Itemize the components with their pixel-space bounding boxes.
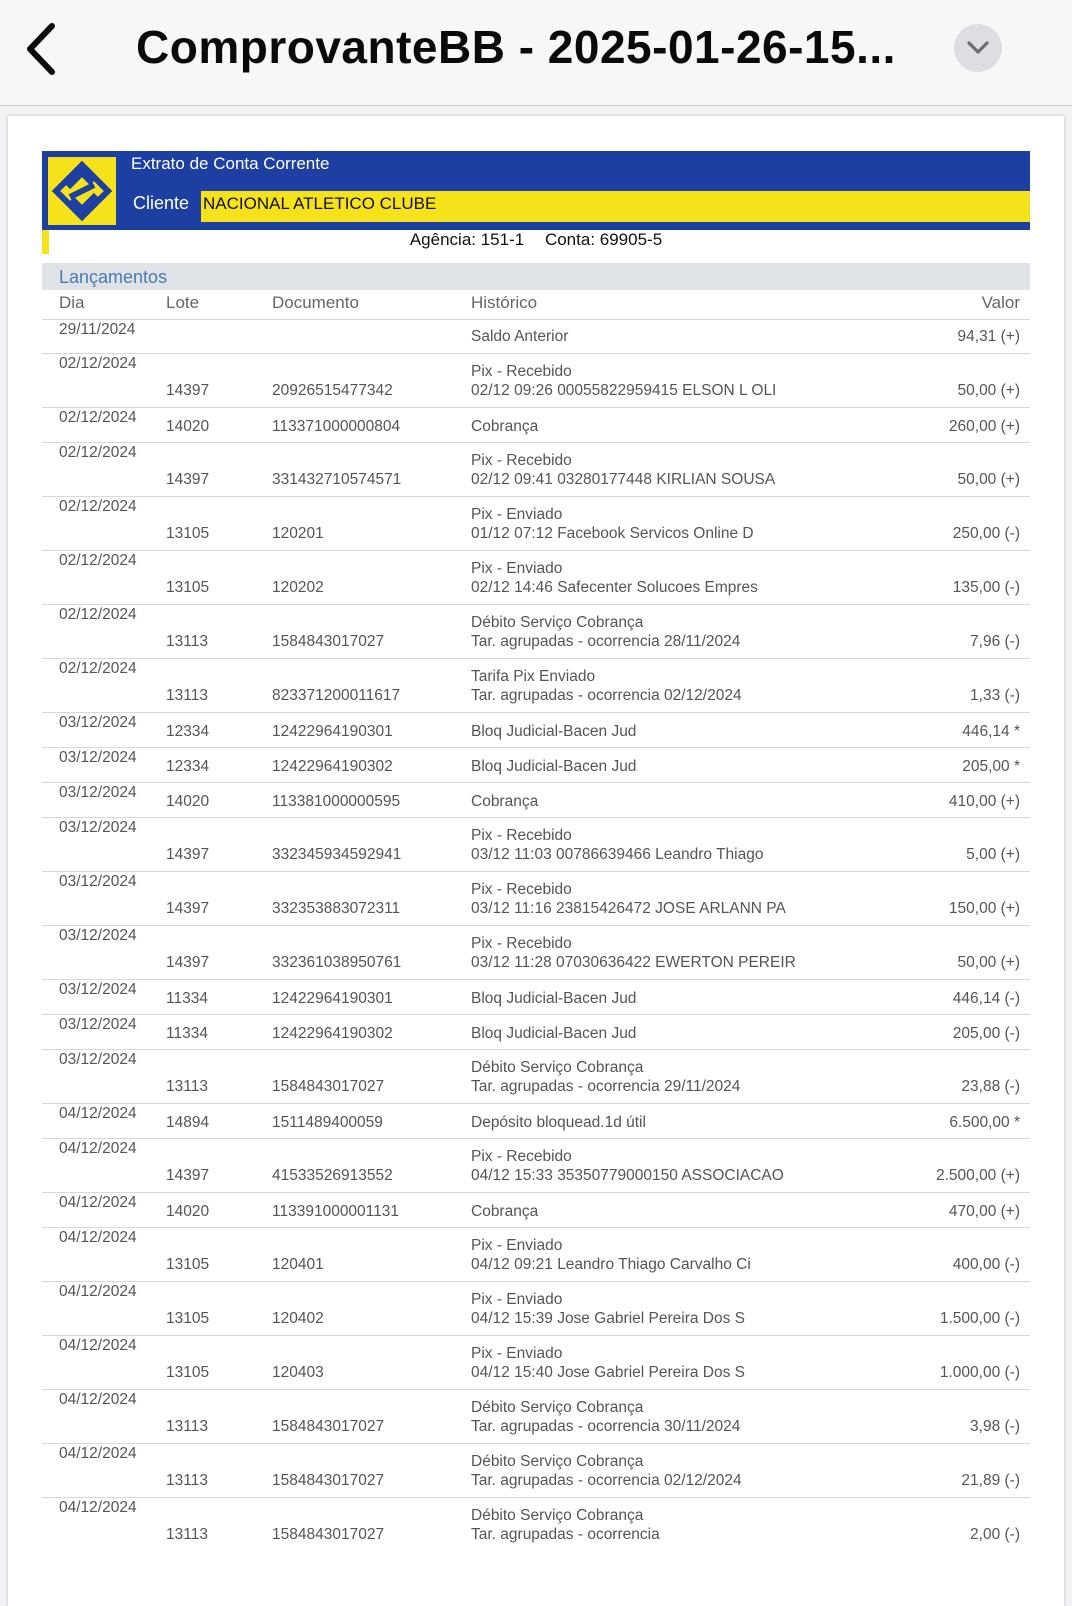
- table-row: [42, 658, 1030, 712]
- table-row: [42, 1192, 1030, 1227]
- history-cell: Bloq Judicial-Bacen Jud: [471, 723, 637, 740]
- table-row: [42, 782, 1030, 817]
- section-header: [42, 263, 1030, 290]
- document-cell: 1584843017027: [272, 1078, 385, 1095]
- document-cell: 113391000001131: [272, 1203, 400, 1220]
- lote-cell: 13105: [166, 1310, 210, 1327]
- date-cell: 03/12/2024: [59, 1016, 137, 1033]
- value-cell: 2,00 (-): [970, 1526, 1020, 1543]
- value-cell: 1.000,00 (-): [939, 1364, 1020, 1381]
- history-cell: Tar. agrupadas - ocorrencia: [471, 1526, 660, 1543]
- lote-cell: 13105: [166, 579, 210, 596]
- document-cell: 120402: [272, 1310, 324, 1327]
- document-cell: 332353883072311: [272, 900, 401, 917]
- lote-cell: 13113: [166, 633, 208, 650]
- document-cell: 1584843017027: [272, 633, 385, 650]
- chevron-left-icon: [20, 22, 64, 76]
- client-name: NACIONAL ATLETICO CLUBE: [203, 194, 437, 213]
- value-cell: 446,14 (-): [952, 990, 1020, 1007]
- value-cell: 50,00 (+): [957, 954, 1020, 971]
- document-cell: 120201: [272, 525, 324, 542]
- value-cell: 135,00 (-): [952, 579, 1020, 596]
- date-cell: 04/12/2024: [59, 1283, 137, 1300]
- table-row: [42, 747, 1030, 782]
- date-cell: 02/12/2024: [59, 355, 137, 372]
- date-cell: 04/12/2024: [59, 1194, 137, 1211]
- date-cell: 04/12/2024: [59, 1445, 137, 1462]
- history-cell: Bloq Judicial-Bacen Jud: [471, 990, 637, 1007]
- lote-cell: 14397: [166, 846, 210, 863]
- history-title-cell: Débito Serviço Cobrança: [471, 614, 644, 631]
- value-cell: 7,96 (-): [970, 633, 1020, 650]
- history-cell: 04/12 15:33 35350779000150 ASSOCIACAO: [471, 1167, 784, 1184]
- value-cell: 5,00 (+): [966, 846, 1020, 863]
- date-cell: 04/12/2024: [59, 1229, 137, 1246]
- history-cell: 01/12 07:12 Facebook Servicos Online D: [471, 525, 754, 542]
- history-title-cell: Débito Serviço Cobrança: [471, 1399, 644, 1416]
- history-title-cell: Pix - Recebido: [471, 452, 572, 469]
- document-cell: 823371200011617: [272, 687, 401, 704]
- history-cell: Saldo Anterior: [471, 328, 569, 345]
- statement-document[interactable]: [8, 116, 1064, 1606]
- date-cell: 03/12/2024: [59, 981, 137, 998]
- lote-cell: 11334: [166, 1025, 208, 1042]
- table-row: [42, 1049, 1030, 1103]
- value-cell: 94,31 (+): [957, 328, 1020, 345]
- history-title-cell: Débito Serviço Cobrança: [471, 1507, 644, 1524]
- account-number: Conta: 69905-5: [544, 230, 663, 249]
- date-cell: 02/12/2024: [59, 409, 137, 426]
- value-cell: 50,00 (+): [957, 471, 1020, 488]
- document-cell: 1584843017027: [272, 1472, 385, 1489]
- lote-cell: 12334: [166, 723, 210, 740]
- date-cell: 03/12/2024: [59, 927, 137, 944]
- history-cell: Bloq Judicial-Bacen Jud: [471, 758, 637, 775]
- history-cell: 02/12 09:26 00055822959415 ELSON L OLI: [471, 382, 777, 399]
- table-row: [42, 407, 1030, 442]
- date-cell: 03/12/2024: [59, 784, 137, 801]
- lote-cell: 13113: [166, 1418, 208, 1435]
- history-cell: 04/12 15:39 Jose Gabriel Pereira Dos S: [471, 1310, 745, 1327]
- table-row: [42, 604, 1030, 658]
- table-row: [42, 1335, 1030, 1389]
- back-button[interactable]: [20, 22, 64, 76]
- lote-cell: 13113: [166, 1526, 208, 1543]
- history-cell: Cobrança: [471, 793, 539, 810]
- table-row: [42, 979, 1030, 1014]
- document-cell: 113381000000595: [272, 793, 401, 810]
- value-cell: 1,33 (-): [970, 687, 1020, 704]
- lote-cell: 14020: [166, 793, 210, 810]
- history-title-cell: Pix - Recebido: [471, 935, 572, 952]
- chevron-down-icon: [966, 38, 990, 58]
- document-cell: 332345934592941: [272, 846, 402, 863]
- history-title-cell: Pix - Enviado: [471, 560, 563, 577]
- table-row: [42, 442, 1030, 496]
- history-title-cell: Pix - Enviado: [471, 506, 563, 523]
- table-row: [42, 1497, 1030, 1551]
- bank-logo: [48, 157, 116, 225]
- table-row: [42, 496, 1030, 550]
- history-cell: Cobrança: [471, 418, 539, 435]
- date-cell: 02/12/2024: [59, 444, 137, 461]
- document-cell: 20926515477342: [272, 382, 393, 399]
- table-row: [42, 817, 1030, 871]
- history-title-cell: Pix - Recebido: [471, 1148, 572, 1165]
- history-cell: 04/12 09:21 Leandro Thiago Carvalho Ci: [471, 1256, 751, 1273]
- history-cell: Tar. agrupadas - ocorrencia 28/11/2024: [471, 633, 741, 650]
- date-cell: 02/12/2024: [59, 498, 137, 515]
- value-cell: 400,00 (-): [952, 1256, 1020, 1273]
- agency: Agência: 151-1: [409, 230, 525, 249]
- history-title-cell: Tarifa Pix Enviado: [471, 668, 596, 685]
- history-cell: Depósito bloquead.1d útil: [471, 1114, 646, 1131]
- lote-cell: 13105: [166, 525, 210, 542]
- table-row: [42, 1138, 1030, 1192]
- lote-cell: 14397: [166, 471, 210, 488]
- table-row: [42, 1103, 1030, 1138]
- value-cell: 410,00 (+): [948, 793, 1020, 810]
- lote-cell: 14894: [166, 1114, 210, 1131]
- document-cell: 12422964190301: [272, 723, 393, 740]
- document-cell: 1584843017027: [272, 1526, 385, 1543]
- history-cell: Tar. agrupadas - ocorrencia 02/12/2024: [471, 687, 742, 704]
- table-row: [42, 550, 1030, 604]
- value-cell: 21,89 (-): [961, 1472, 1020, 1489]
- document-cell: 120202: [272, 579, 324, 596]
- lote-cell: 11334: [166, 990, 208, 1007]
- history-title-cell: Pix - Recebido: [471, 363, 572, 380]
- value-cell: 260,00 (+): [948, 418, 1020, 435]
- column-header-dia: Dia: [59, 293, 85, 312]
- date-cell: 02/12/2024: [59, 660, 137, 677]
- history-title-cell: Débito Serviço Cobrança: [471, 1059, 644, 1076]
- table-row: [42, 712, 1030, 747]
- date-cell: 04/12/2024: [59, 1337, 137, 1354]
- lote-cell: 13105: [166, 1256, 210, 1273]
- value-cell: 2.500,00 (+): [935, 1167, 1020, 1184]
- document-cell: 332361038950761: [272, 954, 402, 971]
- document-cell: 120403: [272, 1364, 324, 1381]
- lote-cell: 14397: [166, 954, 210, 971]
- value-cell: 23,88 (-): [961, 1078, 1020, 1095]
- date-cell: 29/11/2024: [59, 321, 136, 338]
- navigation-bar: [0, 0, 1072, 106]
- table-row: [42, 871, 1030, 925]
- date-cell: 03/12/2024: [59, 873, 137, 890]
- date-cell: 04/12/2024: [59, 1391, 137, 1408]
- date-cell: 03/12/2024: [59, 819, 137, 836]
- lote-cell: 14020: [166, 1203, 210, 1220]
- history-cell: Tar. agrupadas - ocorrencia 30/11/2024: [471, 1418, 741, 1435]
- history-title-cell: Débito Serviço Cobrança: [471, 1453, 644, 1470]
- date-cell: 02/12/2024: [59, 552, 137, 569]
- value-cell: 1.500,00 (-): [939, 1310, 1020, 1327]
- lote-cell: 13113: [166, 687, 208, 704]
- value-cell: 6.500,00 *: [949, 1114, 1020, 1131]
- history-cell: 02/12 09:41 03280177448 KIRLIAN SOUSA: [471, 471, 776, 488]
- history-cell: 03/12 11:16 23815426472 JOSE ARLANN PA: [471, 900, 786, 917]
- history-cell: 03/12 11:28 07030636422 EWERTON PEREIR: [471, 954, 796, 971]
- column-header-valor: Valor: [981, 293, 1020, 312]
- document-cell: 331432710574571: [272, 471, 402, 488]
- value-cell: 50,00 (+): [957, 382, 1020, 399]
- history-title-cell: Pix - Recebido: [471, 827, 572, 844]
- history-cell: Bloq Judicial-Bacen Jud: [471, 1025, 637, 1042]
- table-row: [42, 1014, 1030, 1049]
- history-cell: Cobrança: [471, 1203, 539, 1220]
- table-row: [42, 353, 1030, 407]
- document-cell: 113371000000804: [272, 418, 401, 435]
- client-name-bar: [201, 191, 1030, 222]
- lote-cell: 13113: [166, 1472, 208, 1489]
- value-cell: 205,00 (-): [952, 1025, 1020, 1042]
- date-cell: 03/12/2024: [59, 749, 137, 766]
- history-cell: Tar. agrupadas - ocorrencia 02/12/2024: [471, 1472, 742, 1489]
- lote-cell: 14020: [166, 418, 210, 435]
- history-cell: Tar. agrupadas - ocorrencia 29/11/2024: [471, 1078, 741, 1095]
- history-cell: 02/12 14:46 Safecenter Solucoes Empres: [471, 579, 758, 596]
- history-title-cell: Pix - Enviado: [471, 1291, 563, 1308]
- document-cell: 12422964190302: [272, 1025, 393, 1042]
- document-cell: 1584843017027: [272, 1418, 385, 1435]
- lote-cell: 14397: [166, 382, 210, 399]
- date-cell: 03/12/2024: [59, 714, 137, 731]
- date-cell: 04/12/2024: [59, 1499, 137, 1516]
- section-title: Lançamentos: [59, 267, 168, 287]
- date-cell: 03/12/2024: [59, 1051, 137, 1068]
- document-title: ComprovanteBB - 2025-01-26-15...: [136, 21, 896, 73]
- date-cell: 04/12/2024: [59, 1140, 137, 1157]
- table-row: [42, 925, 1030, 979]
- lote-cell: 13113: [166, 1078, 208, 1095]
- value-cell: 250,00 (-): [952, 525, 1020, 542]
- table-row: [42, 319, 1030, 353]
- document-cell: 41533526913552: [272, 1167, 393, 1184]
- statement-title: Extrato de Conta Corrente: [131, 154, 330, 173]
- lote-cell: 13105: [166, 1364, 210, 1381]
- date-cell: 04/12/2024: [59, 1105, 137, 1122]
- account-info: [8, 230, 1064, 250]
- title-menu-button[interactable]: [954, 24, 1002, 72]
- history-title-cell: Pix - Enviado: [471, 1345, 563, 1362]
- history-cell: 04/12 15:40 Jose Gabriel Pereira Dos S: [471, 1364, 745, 1381]
- document-cell: 120401: [272, 1256, 324, 1273]
- table-row: [42, 1281, 1030, 1335]
- column-header-documento: Documento: [272, 293, 359, 312]
- lote-cell: 14397: [166, 1167, 210, 1184]
- history-title-cell: Pix - Enviado: [471, 1237, 563, 1254]
- date-cell: 02/12/2024: [59, 606, 137, 623]
- client-label: Cliente: [133, 193, 190, 213]
- history-title-cell: Pix - Recebido: [471, 881, 572, 898]
- value-cell: 3,98 (-): [970, 1418, 1020, 1435]
- table-row: [42, 1443, 1030, 1497]
- column-header-lote: Lote: [166, 293, 200, 312]
- lote-cell: 12334: [166, 758, 210, 775]
- value-cell: 446,14 *: [962, 723, 1020, 740]
- value-cell: 205,00 *: [962, 758, 1020, 775]
- statement-header: [42, 151, 1030, 230]
- column-header-historico: Histórico: [471, 293, 538, 312]
- document-cell: 12422964190301: [272, 990, 393, 1007]
- table-row: [42, 1389, 1030, 1443]
- value-cell: 470,00 (+): [948, 1203, 1020, 1220]
- lote-cell: 14397: [166, 900, 210, 917]
- table-row: [42, 1227, 1030, 1281]
- value-cell: 150,00 (+): [948, 900, 1020, 917]
- history-cell: 03/12 11:03 00786639466 Leandro Thiago: [471, 846, 764, 863]
- document-cell: 12422964190302: [272, 758, 393, 775]
- document-cell: 1511489400059: [272, 1114, 383, 1131]
